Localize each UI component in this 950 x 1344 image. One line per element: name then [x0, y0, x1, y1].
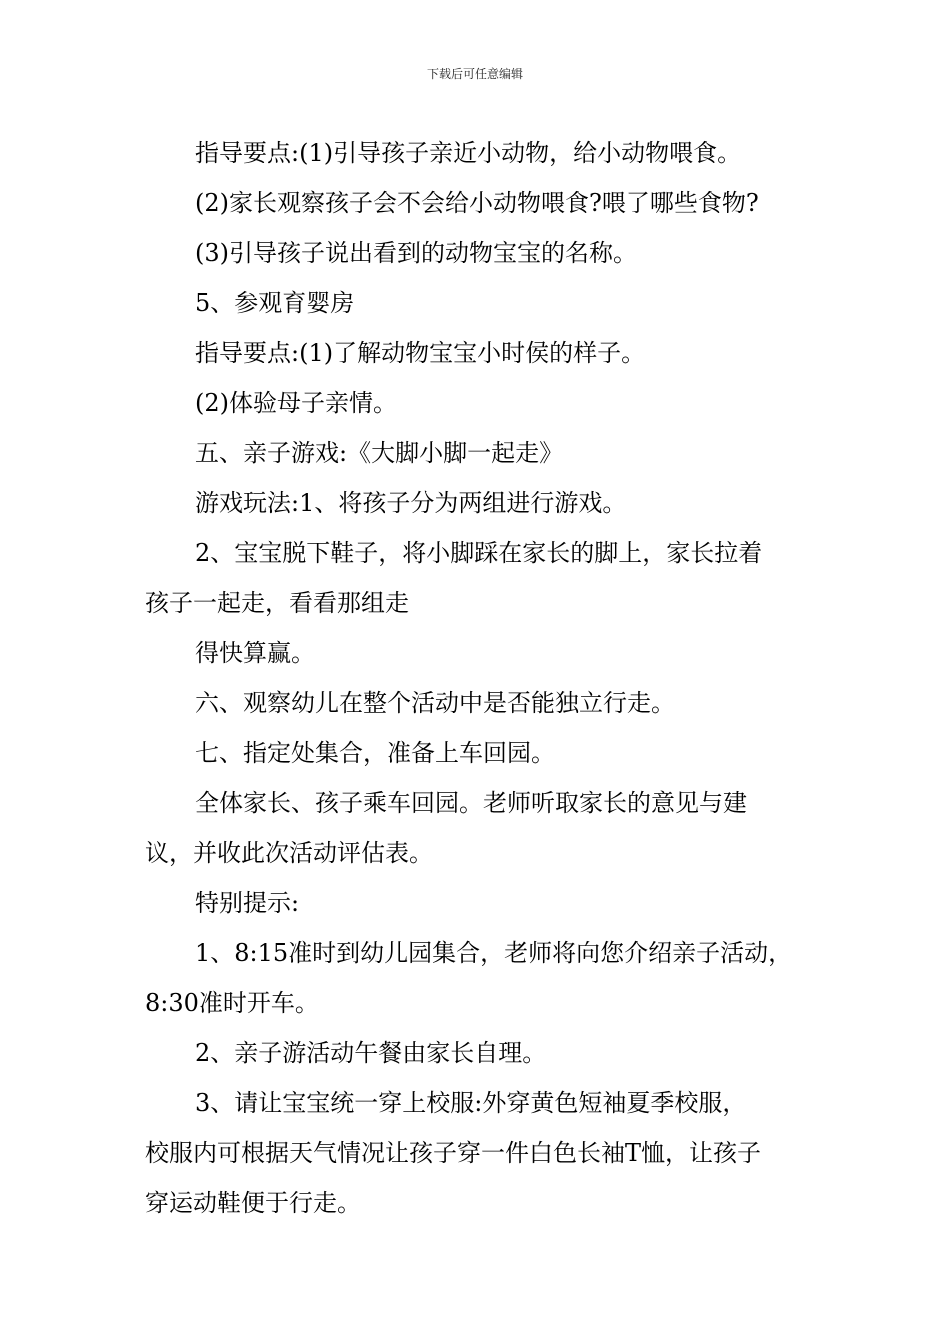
paragraph: 得快算赢。 — [195, 639, 315, 667]
paragraph: 2、亲子游活动午餐由家长自理。 — [195, 1039, 547, 1067]
page-header: 下载后可任意编辑 — [426, 67, 523, 81]
paragraph: (2)体验母子亲情。 — [195, 389, 397, 417]
paragraph: 游戏玩法:1、将孩子分为两组进行游戏。 — [195, 489, 627, 517]
paragraph: 六、观察幼儿在整个活动中是否能独立行走。 — [195, 689, 675, 717]
paragraph: (3)引导孩子说出看到的动物宝宝的名称。 — [195, 239, 637, 267]
paragraph: 五、亲子游戏:《大脚小脚一起走》 — [195, 439, 564, 467]
paragraph: 5、参观育婴房 — [195, 289, 355, 317]
paragraph: 特别提示: — [195, 889, 300, 917]
paragraph: 2、宝宝脱下鞋子，将小脚踩在家长的脚上，家长拉着 — [195, 539, 763, 567]
paragraph: 3、请让宝宝统一穿上校服:外穿黄色短袖夏季校服， — [195, 1089, 747, 1117]
paragraph: 指导要点:(1)了解动物宝宝小时侯的样子。 — [195, 339, 646, 367]
paragraph: 全体家长、孩子乘车回园。老师听取家长的意见与建 — [195, 789, 747, 817]
paragraph-continuation: 校服内可根据天气情况让孩子穿一件白色长袖T恤，让孩子 — [145, 1139, 762, 1167]
paragraph: 1、8:15准时到幼儿园集合，老师将向您介绍亲子活动， — [195, 939, 793, 967]
paragraph: 七、指定处集合，准备上车回园。 — [195, 739, 555, 767]
document-body — [145, 128, 810, 1228]
paragraph-continuation: 议，并收此次活动评估表。 — [145, 839, 433, 867]
paragraph-continuation: 穿运动鞋便于行走。 — [145, 1189, 361, 1217]
paragraph: 指导要点:(1)引导孩子亲近小动物，给小动物喂食。 — [195, 139, 742, 167]
paragraph-continuation: 8:30准时开车。 — [145, 989, 319, 1017]
paragraph-continuation: 孩子一起走，看看那组走 — [145, 589, 409, 617]
paragraph: (2)家长观察孩子会不会给小动物喂食?喂了哪些食物? — [195, 189, 759, 217]
